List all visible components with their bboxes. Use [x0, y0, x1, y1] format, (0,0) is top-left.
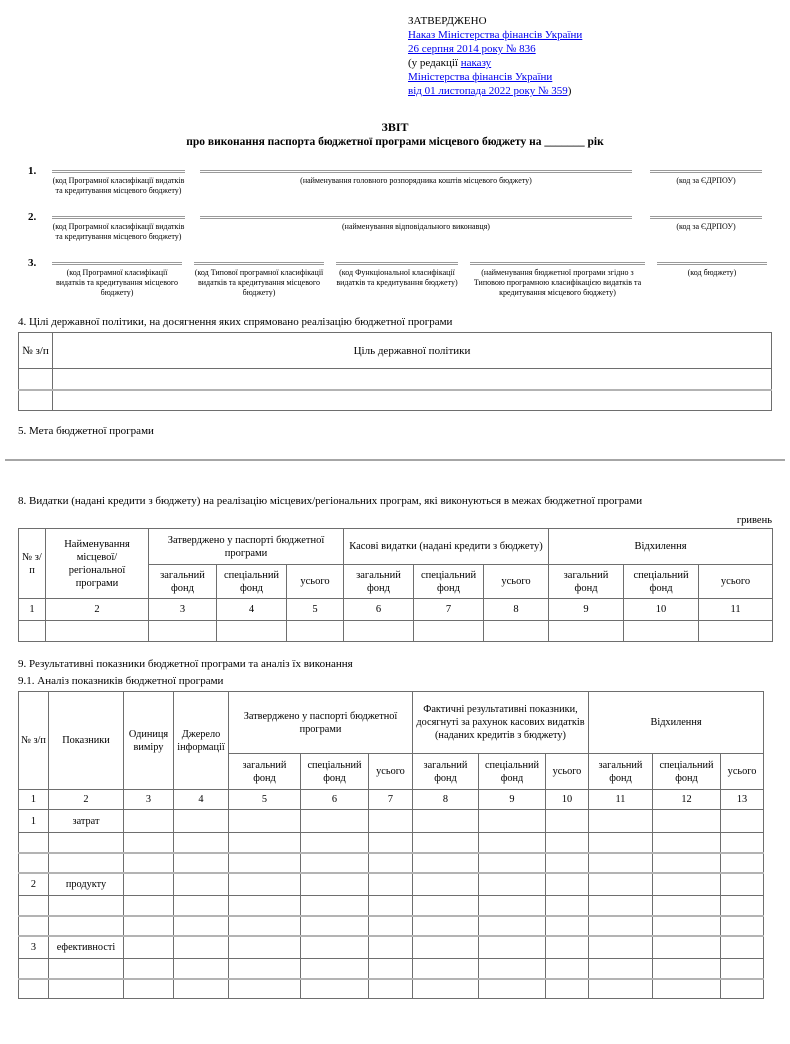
empty-cell — [301, 873, 369, 896]
item-3-code2-line — [194, 257, 324, 265]
goals-col-goal: Ціль державної політики — [53, 333, 772, 369]
indicator-row-label: ефективності — [49, 936, 124, 959]
empty-cell — [301, 916, 369, 936]
empty-cell — [217, 621, 287, 642]
empty-cell — [229, 959, 301, 979]
empty-cell — [174, 853, 229, 873]
empty-cell — [369, 959, 413, 979]
item-3-number: 3. — [28, 257, 37, 269]
empty-cell — [287, 621, 344, 642]
ind-colnum: 3 — [124, 790, 174, 810]
item-1-name-line — [200, 165, 632, 173]
indicator-row-label: затрат — [49, 810, 124, 833]
empty-cell — [413, 916, 479, 936]
empty-cell — [479, 853, 546, 873]
item-3-code1-caption: (код Програмної класифікації видатків та кредитування місцевого бюджету) — [55, 268, 178, 297]
ind-colnum: 11 — [589, 790, 653, 810]
item-2 — [18, 211, 772, 242]
empty-cell — [229, 873, 301, 896]
item-3-code3-caption: (код Функціональної класифікації видатків та кредитування бюджету) — [336, 268, 458, 287]
ind-group-deviation: Відхилення — [589, 692, 764, 754]
empty-cell — [19, 896, 49, 916]
goals-table — [18, 332, 772, 411]
ind-sub-general-3: загальний фонд — [589, 754, 653, 790]
item-2-edrpou-caption: (код за ЄДРПОУ) — [676, 222, 736, 231]
indicator-row-num: 2 — [19, 873, 49, 896]
ind-colnum: 8 — [413, 790, 479, 810]
empty-cell — [124, 959, 174, 979]
empty-cell — [549, 621, 624, 642]
link-edition-ministry[interactable]: Міністерства фінансів України — [408, 71, 553, 83]
exp-sub-special-1: спеціальний фонд — [217, 565, 287, 599]
empty-cell — [479, 833, 546, 853]
item-3-budget-code-caption: (код бюджету) — [687, 268, 737, 277]
exp-colnum: 6 — [344, 599, 414, 621]
ind-group-approved: Затверджено у паспорті бюджетної програми — [229, 692, 413, 754]
empty-cell — [149, 621, 217, 642]
empty-cell — [229, 979, 301, 999]
empty-cell — [413, 936, 479, 959]
empty-cell — [589, 959, 653, 979]
empty-cell — [369, 896, 413, 916]
empty-cell — [301, 853, 369, 873]
exp-sub-total-1: усього — [287, 565, 344, 599]
empty-cell — [301, 959, 369, 979]
empty-cell — [546, 916, 589, 936]
item-3-code2-caption: (код Типової програмної класифікації видатків та кредитування місцевого бюджету) — [194, 268, 324, 297]
empty-cell — [369, 979, 413, 999]
ind-sub-general-1: загальний фонд — [229, 754, 301, 790]
empty-cell — [546, 833, 589, 853]
item-3-code3-line — [336, 257, 458, 265]
item-1-number: 1. — [28, 165, 37, 177]
exp-colnum: 8 — [484, 599, 549, 621]
exp-colnum: 2 — [46, 599, 149, 621]
section-5-heading: 5. Мета бюджетної програми — [18, 425, 154, 437]
indicator-row-num: 1 — [19, 810, 49, 833]
empty-cell — [546, 959, 589, 979]
empty-cell — [546, 979, 589, 999]
empty-cell — [124, 853, 174, 873]
empty-cell — [229, 916, 301, 936]
empty-cell — [174, 979, 229, 999]
empty-cell — [413, 853, 479, 873]
document-title — [18, 120, 772, 150]
ind-sub-special-2: спеціальний фонд — [479, 754, 546, 790]
empty-cell — [653, 916, 721, 936]
empty-cell — [19, 833, 49, 853]
link-order-date[interactable]: 26 серпня 2014 року № 836 — [408, 43, 536, 55]
ind-colnum: 13 — [721, 790, 764, 810]
empty-cell — [124, 979, 174, 999]
empty-cell — [301, 936, 369, 959]
empty-cell — [344, 621, 414, 642]
empty-cell — [479, 936, 546, 959]
item-2-name-caption: (найменування відповідального виконавця) — [342, 222, 490, 231]
link-edition-order[interactable]: наказу — [460, 57, 492, 69]
empty-cell — [721, 833, 764, 853]
item-3 — [18, 257, 772, 298]
ind-colnum: 1 — [19, 790, 49, 810]
empty-cell — [653, 959, 721, 979]
item-1-name-caption: (найменування головного розпорядника коштів місцевого бюджету) — [300, 176, 532, 185]
empty-cell — [414, 621, 484, 642]
empty-cell — [49, 853, 124, 873]
goals-col-num: № з/п — [19, 333, 53, 369]
ind-colnum: 9 — [479, 790, 546, 810]
edition-suffix: ) — [567, 85, 572, 97]
empty-cell — [369, 853, 413, 873]
item-2-code-line — [52, 211, 185, 219]
empty-cell — [124, 936, 174, 959]
empty-cell — [174, 896, 229, 916]
ind-colnum: 10 — [546, 790, 589, 810]
ind-sub-total-1: усього — [369, 754, 413, 790]
edition-prefix: (у редакції — [408, 57, 461, 69]
exp-colnum: 4 — [217, 599, 287, 621]
indicator-row-label: продукту — [49, 873, 124, 896]
empty-cell — [653, 810, 721, 833]
empty-cell — [19, 853, 49, 873]
exp-colnum: 11 — [699, 599, 773, 621]
item-2-edrpou-line — [650, 211, 762, 219]
ind-colnum: 2 — [49, 790, 124, 810]
link-order-ministry[interactable]: Наказ Міністерства фінансів України — [408, 29, 583, 41]
exp-sub-special-3: спеціальний фонд — [624, 565, 699, 599]
empty-cell — [53, 369, 772, 390]
empty-cell — [301, 833, 369, 853]
ind-col-unit: Одиниця виміру — [124, 692, 174, 790]
currency-label: гривень — [736, 515, 772, 526]
ind-col-source: Джерело інформації — [174, 692, 229, 790]
empty-cell — [49, 959, 124, 979]
item-2-code-caption: (код Програмної класифікації видатків та кредитування місцевого бюджету) — [52, 222, 185, 241]
empty-cell — [124, 810, 174, 833]
empty-cell — [49, 979, 124, 999]
exp-sub-general-3: загальний фонд — [549, 565, 624, 599]
exp-col-num: № з/п — [19, 529, 46, 599]
empty-cell — [413, 810, 479, 833]
empty-cell — [124, 873, 174, 896]
empty-cell — [589, 810, 653, 833]
empty-cell — [174, 916, 229, 936]
item-1-edrpou-caption: (код за ЄДРПОУ) — [676, 176, 736, 185]
empty-cell — [229, 936, 301, 959]
empty-cell — [653, 979, 721, 999]
empty-cell — [589, 873, 653, 896]
empty-cell — [721, 936, 764, 959]
link-edition-date[interactable]: від 01 листопада 2022 року № 359 — [408, 85, 568, 97]
empty-cell — [124, 916, 174, 936]
ind-sub-special-3: спеціальний фонд — [653, 754, 721, 790]
empty-cell — [19, 959, 49, 979]
empty-cell — [721, 896, 764, 916]
empty-cell — [589, 916, 653, 936]
empty-cell — [479, 873, 546, 896]
section-4-heading: 4. Цілі державної політики, на досягнення яких спрямовано реалізацію бюджетної програми — [18, 316, 453, 328]
item-3-code1-line — [52, 257, 182, 265]
empty-cell — [19, 369, 53, 390]
section-9-1-heading: 9.1. Аналіз показників бюджетної програми — [18, 675, 224, 687]
ind-sub-special-1: спеціальний фонд — [301, 754, 369, 790]
empty-cell — [229, 896, 301, 916]
section-8-heading: 8. Видатки (надані кредити з бюджету) на реалізацію місцевих/регіональних програм, які виконуються в межах бюджетної програми — [18, 495, 643, 507]
exp-colnum: 7 — [414, 599, 484, 621]
exp-group-cash: Касові видатки (надані кредити з бюджету) — [344, 529, 549, 565]
empty-cell — [653, 833, 721, 853]
empty-cell — [369, 936, 413, 959]
empty-cell — [653, 853, 721, 873]
item-2-number: 2. — [28, 211, 37, 223]
exp-colnum: 9 — [549, 599, 624, 621]
ind-colnum: 7 — [369, 790, 413, 810]
empty-cell — [699, 621, 773, 642]
item-1 — [18, 165, 772, 196]
ind-group-actual: Фактичні результативні показники, досягнуті за рахунок касових видатків (наданих кредитів з бюджету) — [413, 692, 589, 754]
ind-sub-general-2: загальний фонд — [413, 754, 479, 790]
empty-cell — [589, 853, 653, 873]
empty-cell — [546, 896, 589, 916]
empty-cell — [479, 959, 546, 979]
item-1-code-line — [52, 165, 185, 173]
empty-cell — [174, 936, 229, 959]
empty-cell — [721, 873, 764, 896]
empty-cell — [229, 853, 301, 873]
empty-cell — [546, 936, 589, 959]
item-1-code-caption: (код Програмної класифікації видатків та кредитування місцевого бюджету) — [52, 176, 185, 195]
empty-cell — [174, 833, 229, 853]
empty-cell — [653, 873, 721, 896]
empty-cell — [721, 916, 764, 936]
item-3-budget-code-line — [657, 257, 767, 265]
indicator-row-num: 3 — [19, 936, 49, 959]
empty-cell — [49, 896, 124, 916]
approved-label: ЗАТВЕРДЖЕНО — [408, 15, 487, 27]
empty-cell — [479, 896, 546, 916]
empty-cell — [589, 896, 653, 916]
exp-sub-total-3: усього — [699, 565, 773, 599]
empty-cell — [413, 979, 479, 999]
empty-cell — [589, 833, 653, 853]
empty-cell — [589, 979, 653, 999]
exp-sub-special-2: спеціальний фонд — [414, 565, 484, 599]
item-1-edrpou-line — [650, 165, 762, 173]
empty-cell — [229, 810, 301, 833]
empty-cell — [721, 810, 764, 833]
ind-colnum: 12 — [653, 790, 721, 810]
empty-cell — [49, 833, 124, 853]
ind-colnum: 5 — [229, 790, 301, 810]
empty-cell — [369, 873, 413, 896]
empty-cell — [413, 896, 479, 916]
empty-cell — [49, 916, 124, 936]
exp-colnum: 10 — [624, 599, 699, 621]
section-9-heading: 9. Результативні показники бюджетної програми та аналіз їх виконання — [18, 658, 353, 670]
empty-cell — [53, 390, 772, 411]
item-2-name-line — [200, 211, 632, 219]
empty-cell — [174, 959, 229, 979]
exp-colnum: 3 — [149, 599, 217, 621]
empty-cell — [653, 936, 721, 959]
exp-sub-general-2: загальний фонд — [344, 565, 414, 599]
approved-block — [408, 14, 772, 98]
empty-cell — [479, 979, 546, 999]
title-line-2: про виконання паспорта бюджетної програми місцевого бюджету на _______ рік — [186, 136, 604, 148]
empty-cell — [546, 853, 589, 873]
empty-cell — [19, 916, 49, 936]
empty-cell — [721, 853, 764, 873]
empty-cell — [624, 621, 699, 642]
indicators-table — [18, 691, 764, 999]
empty-cell — [301, 896, 369, 916]
exp-sub-total-2: усього — [484, 565, 549, 599]
empty-cell — [721, 959, 764, 979]
expenditures-table — [18, 528, 773, 642]
empty-cell — [546, 873, 589, 896]
empty-cell — [413, 873, 479, 896]
empty-cell — [19, 979, 49, 999]
exp-group-approved: Затверджено у паспорті бюджетної програми — [149, 529, 344, 565]
title-line-1: ЗВІТ — [381, 120, 409, 134]
empty-cell — [124, 896, 174, 916]
ind-sub-total-3: усього — [721, 754, 764, 790]
empty-cell — [229, 833, 301, 853]
exp-colnum: 1 — [19, 599, 46, 621]
empty-cell — [301, 810, 369, 833]
empty-cell — [19, 621, 46, 642]
ind-colnum: 4 — [174, 790, 229, 810]
empty-cell — [369, 916, 413, 936]
exp-group-deviation: Відхилення — [549, 529, 773, 565]
empty-cell — [721, 979, 764, 999]
ind-sub-total-2: усього — [546, 754, 589, 790]
empty-cell — [124, 833, 174, 853]
empty-cell — [413, 959, 479, 979]
empty-cell — [19, 390, 53, 411]
empty-cell — [653, 896, 721, 916]
empty-cell — [369, 833, 413, 853]
ind-col-num: № з/п — [19, 692, 49, 790]
empty-cell — [174, 873, 229, 896]
empty-cell — [479, 810, 546, 833]
empty-cell — [479, 916, 546, 936]
exp-colnum: 5 — [287, 599, 344, 621]
exp-col-name: Найменування місцевої/ регіональної програми — [46, 529, 149, 599]
empty-cell — [589, 936, 653, 959]
item-3-program-name-caption: (найменування бюджетної програми згідно з Типовою програмною класифікацією видатків та кредитування місцевого бюджету) — [473, 268, 642, 297]
ind-col-indicators: Показники — [49, 692, 124, 790]
exp-sub-general-1: загальний фонд — [149, 565, 217, 599]
ind-colnum: 6 — [301, 790, 369, 810]
goal-fill-line — [5, 437, 785, 461]
empty-cell — [484, 621, 549, 642]
item-3-program-name-line — [470, 257, 645, 265]
empty-cell — [174, 810, 229, 833]
empty-cell — [301, 979, 369, 999]
empty-cell — [546, 810, 589, 833]
empty-cell — [413, 833, 479, 853]
empty-cell — [369, 810, 413, 833]
empty-cell — [46, 621, 149, 642]
